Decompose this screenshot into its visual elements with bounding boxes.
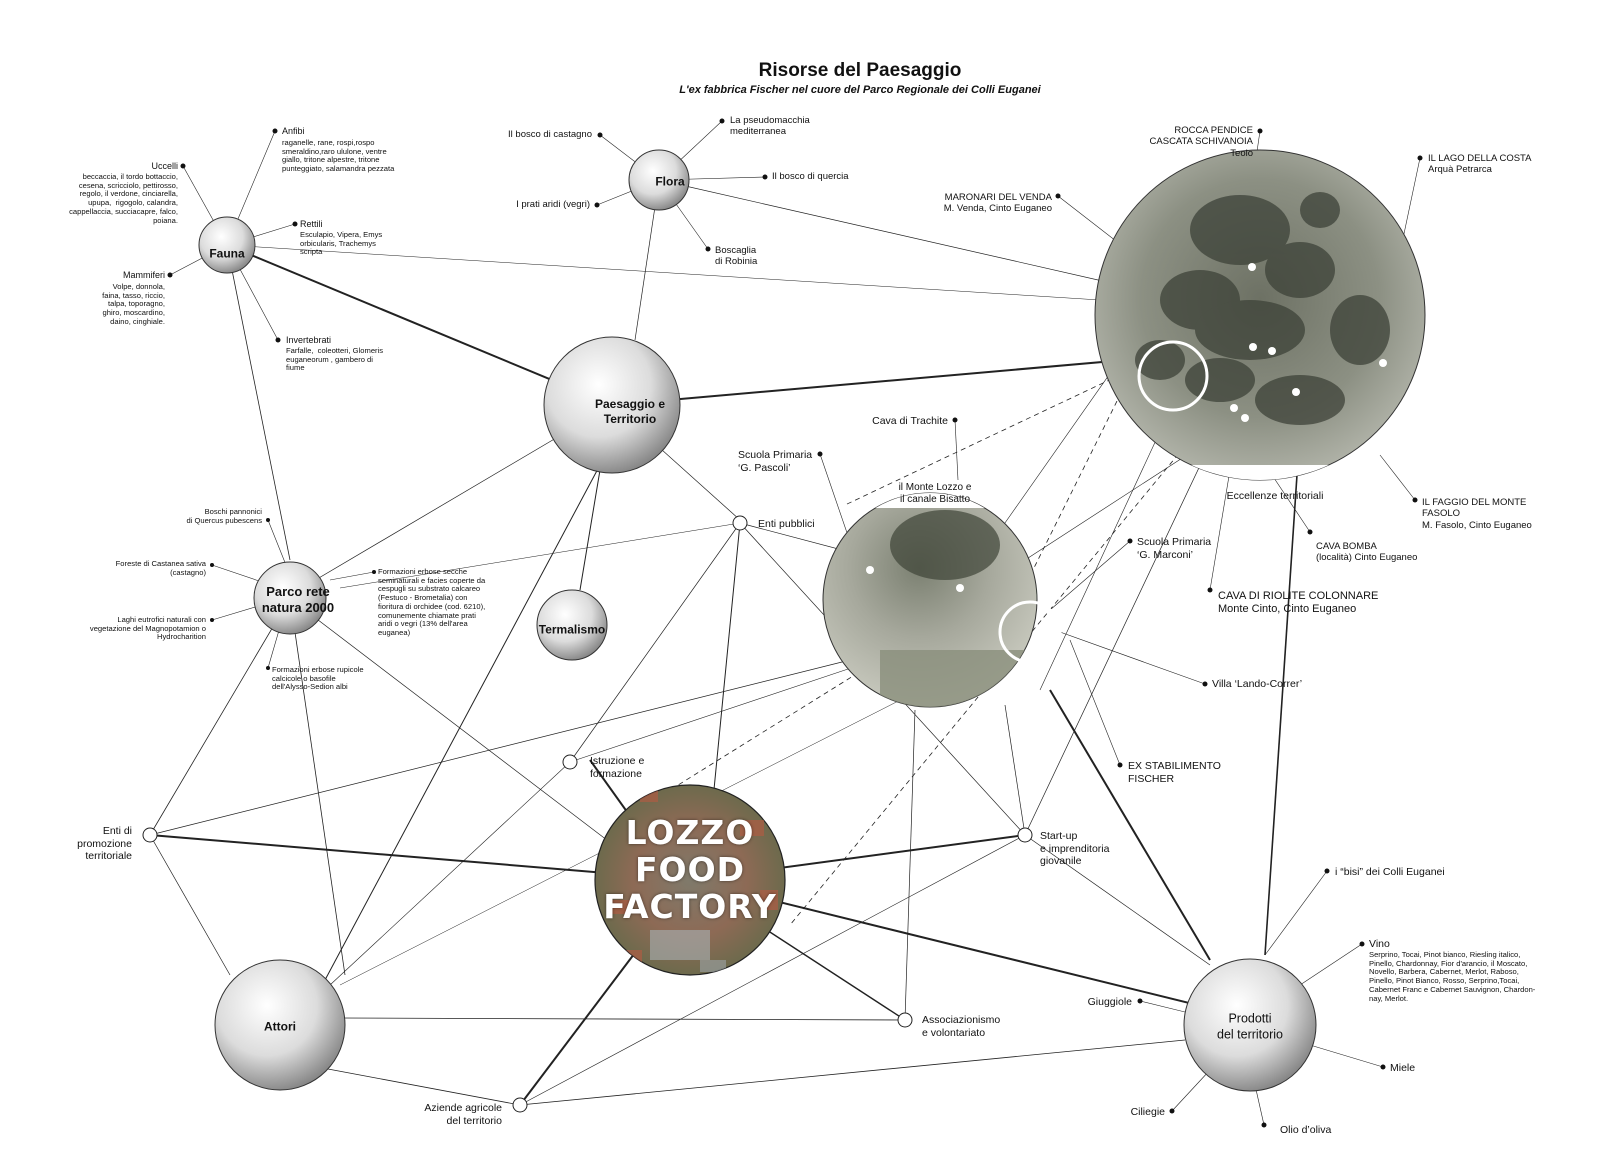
label-rettili: Rettili xyxy=(300,219,323,229)
label-invertebrati: Invertebrati xyxy=(286,335,332,345)
label-foreste-castanea: Foreste di Castanea sativa (castagno) xyxy=(115,559,206,577)
label-faggio-fasolo: IL FAGGIO DEL MONTE FASOLO M. Fasolo, Cinto Euganeo xyxy=(1422,497,1532,531)
node-termalismo: Termalismo xyxy=(538,622,606,637)
page-subtitle: L'ex fabbrica Fischer nel cuore del Parco Regionale dei Colli Euganei xyxy=(679,84,1041,96)
label-maronari-venda: MARONARI DEL VENDA M. Venda, Cinto Euganeo xyxy=(943,192,1052,215)
label-olio: Olio d’oliva xyxy=(1280,1124,1332,1136)
label-enti-pubblici: Enti pubblici xyxy=(758,518,815,530)
label-formazioni-secche: Formazioni erbose secche seminaturali e facies coperte da cespugli su substrato calcareo (Festuco - Brometalia) con fioritura di orchidee (cod. 6210), comunemente chiamate prati aridi o vegri (13% dell'area euganea) xyxy=(378,567,486,638)
label-bisi: i “bisi” dei Colli Euganei xyxy=(1335,866,1445,878)
label-quercia: Il bosco di quercia xyxy=(772,171,849,182)
label-rocca-pendice: ROCCA PENDICE CASCATA SCHIVANOIA Teolo xyxy=(1149,125,1253,159)
node-attori: Attori xyxy=(264,1019,296,1034)
node-fauna: Fauna xyxy=(209,246,245,261)
label-boscaglia: Boscaglia di Robinia xyxy=(715,245,758,268)
label-cava-bomba: CAVA BOMBA (località) Cinto Euganeo xyxy=(1316,541,1418,564)
label-vino: Vino xyxy=(1369,938,1390,950)
label-villa-lando-correr: Villa ‘Lando-Correr’ xyxy=(1212,678,1303,690)
label-giuggiole: Giuggiole xyxy=(1087,996,1132,1008)
label-invertebrati-list: Farfalle, coleotteri, Glomeris euganeorum , gambero di fiume xyxy=(286,346,384,373)
node-eccellenze: Eccellenze territoriali xyxy=(1226,490,1324,502)
label-startup: Start-up e imprenditoria giovanile xyxy=(1040,830,1110,868)
node-monte-lozzo: il Monte Lozzo e il canale Bisatto xyxy=(898,482,972,505)
label-formazioni-rupicole: Formazioni erbose rupicole calcicole o basofile dell'Alysso-Sedion albi xyxy=(272,665,364,692)
label-scuola-marconi: Scuola Primaria ‘G. Marconi’ xyxy=(1137,536,1212,561)
page-title: Risorse del Paesaggio xyxy=(758,60,962,81)
label-laghi-eutrofici: Laghi eutrofici naturali con vegetazione del Magnopotamion o Hydrocharition xyxy=(89,615,206,642)
label-anfibi-list: raganelle, rane, rospi,rospo smeraldino,raro ululone, ventre giallo, tritone alpestre, tritone punteggiato, salamandra pezzata xyxy=(282,138,395,174)
node-lozzo-food-factory: LOZZO FOOD FACTORY xyxy=(603,813,777,926)
label-cava-trachite: Cava di Trachite xyxy=(872,415,948,427)
label-uccelli: Uccelli xyxy=(151,161,178,171)
node-flora: Flora xyxy=(655,174,685,189)
label-anfibi: Anfibi xyxy=(282,126,305,136)
label-lago-costa: IL LAGO DELLA COSTA Arquà Petrarca xyxy=(1428,153,1532,176)
label-prati: I prati aridi (vegri) xyxy=(516,199,590,210)
label-castagno: Il bosco di castagno xyxy=(508,129,592,140)
node-prodotti: Prodotti del territorio xyxy=(1217,1011,1283,1041)
label-aziende-agricole: Aziende agricole del territorio xyxy=(424,1102,502,1127)
node-parco: Parco rete natura 2000 xyxy=(261,583,335,615)
label-scuola-pascoli: Scuola Primaria ‘G. Pascoli’ xyxy=(738,449,813,474)
label-istruzione: Istruzione e formazione xyxy=(590,755,645,780)
label-miele: Miele xyxy=(1390,1062,1416,1074)
label-cava-riolite: CAVA DI RIOLITE COLONNARE Monte Cinto, Cinto Euganeo xyxy=(1218,590,1379,616)
monte-lozzo-map xyxy=(820,480,1060,710)
label-mammiferi-list: Volpe, donnola, faina, tasso, riccio, talpa, toporagno, ghiro, moscardino, daino, cinghiale. xyxy=(102,282,165,326)
label-pseudomacchia: La pseudomacchia mediterranea xyxy=(730,115,810,138)
label-ciliegie: Ciliegie xyxy=(1130,1106,1165,1118)
label-associazionismo: Associazionismo e volontariato xyxy=(922,1014,1001,1039)
node-paesaggio: Paesaggio e Territorio xyxy=(594,397,666,426)
label-boschi-pannonici: Boschi pannonici di Quercus pubescens xyxy=(186,507,262,525)
label-enti-promozione: Enti di promozione territoriale xyxy=(77,825,132,863)
label-ex-stabilimento-fischer: EX STABILIMENTO FISCHER xyxy=(1128,760,1221,785)
label-mammiferi: Mammiferi xyxy=(123,270,165,280)
label-rettili-list: Esculapio, Vipera, Emys orbicularis, Trachemys scripta xyxy=(300,230,383,257)
label-uccelli-list: beccaccia, il tordo bottaccio, cesena, scricciolo, pettirosso, regolo, il verdone, cinciarella, upupa, rigogolo, calandra, cappellaccia, succiacapre, falco, poiana. xyxy=(69,172,178,225)
eccellenze-map xyxy=(1095,150,1425,505)
label-vino-list: Serprino, Tocai, Pinot bianco, Riesling italico, Pinello, Chardonnay, Fior d'arancio, il Moscato, Novello, Barbera, Cabernet, Merlot, Raboso, Pinello, Pinot Bianco, Rosso, Serprino,Tocai, Cabernet Franc e Cabernet Sauvignon, Chardon- nay, Merlot. xyxy=(1369,950,1536,1003)
